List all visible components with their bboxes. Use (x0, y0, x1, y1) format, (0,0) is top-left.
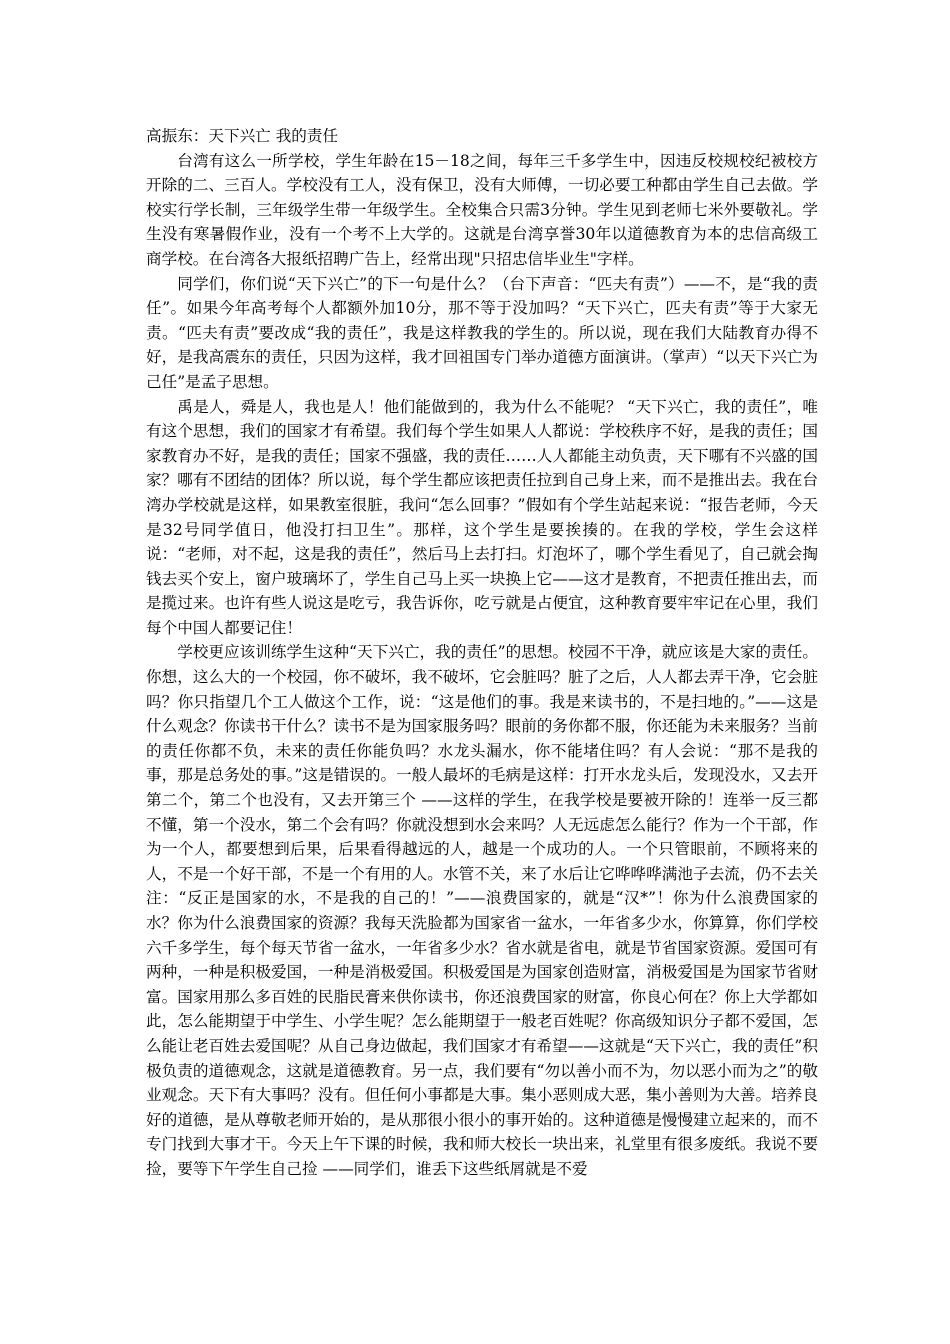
paragraph-4: 学校更应该训练学生这种“天下兴亡，我的责任”的思想。校园不干净，就应该是大家的责任。你想，这么大的一个校园，你不破坏，我不破坏，它会脏吗？脏了之后，人人都去弄干净，它会脏吗？你只指望几个工人做这个工作，说：“这是他们的事。我是来读书的，不是扫地的。”——这是什么观念？你读书干什么？读书不是为国家服务吗？眼前的务你都不服，你还能为未来服务？当前的责任你都不负，未来的责任你能负吗？水龙头漏水，你不能堵住吗？有人会说：“那不是我的事，那是总务处的事。”这是错误的。一般人最坏的毛病是这样：打开水龙头后，发现没水，又去开第二个，第二个也没有，又去开第三个 ——这样的学生，在我学校是要被开除的！连举一反三都不懂，第一个没水，第二个会有吗？你就没想到水会来吗？人无远虑怎么能行？作为一个干部，作为一个人，都要想到后果，后果看得越远的人，越是一个成功的人。一个只管眼前，不顾将来的人，不是一个好干部，不是一个有用的人。水管不关，来了水后让它哗哗哗满池子去流，仍不去关注：“反正是国家的水，不是我的自己的！”——浪费国家的，就是“汉*”！你为什么浪费国家的水？你为什么浪费国家的资源？我每天洗脸都为国家省一盆水，一年省多少水，你算算，你们学校六千多学生，每个每天节省一盆水，一年省多少水？省水就是省电，就是节省国家资源。爱国可有两种，一种是积极爱国，一种是消极爱国。积极爱国是为国家创造财富，消极爱国是为国家节省财富。国家用那么多百姓的民脂民膏来供你读书，你还浪费国家的财富，你良心何在？你上大学都如此，怎么能期望于中学生、小学生呢？怎么能期望于一般老百姓呢？你高级知识分子都不爱国，怎么能让老百姓去爱国呢？从自己身边做起，我们国家才有希望——这就是“天下兴亡，我的责任”积极负责的道德观念，这就是道德教育。另一点，我们要有“勿以善小而不为，勿以恶小而为之”的敬业观念。天下有大事吗？没有。但任何小事都是大事。集小恶则成大恶，集小善则为大善。培养良好的道德，是从尊敬老师开始的，是从那很小很小的事开始的。这种道德是慢慢建立起来的，而不专门找到大事才干。今天上午下课的时候，我和师大校长一块出来，礼堂里有很多废纸。我说不要捡，要等下午学生自己捡 ——同学们，谁丢下这些纸屑就是不爱 (146, 643, 818, 1178)
paragraph-2: 同学们，你们说“天下兴亡”的下一句是什么？（台下声音：“匹夫有责”）——不，是“我的责任”。如果今年高考每个人都额外加10分，那不等于没加吗？“天下兴亡，匹夫有责”等于大家无责。“匹夫有责”要改成“我的责任”，我是这样教我的学生的。所以说，现在我们大陆教育办得不好，是我高震东的责任，只因为这样，我才回祖国专门举办道德方面演讲。（掌声）“以天下兴亡为己任”是孟子思想。 (146, 274, 818, 391)
paragraph-3: 禹是人，舜是人，我也是人！他们能做到的，我为什么不能呢？ “天下兴亡，我的责任”，唯有这个思想，我们的国家才有希望。我们每个学生如果人人都说：学校秩序不好，是我的责任；国家教育办不好，是我的责任；国家不强盛，我的责任……人人都能主动负责，天下哪有不兴盛的国家？哪有不团结的团体？所以说，每个学生都应该把责任拉到自己身上来，而不是推出去。我在台湾办学校就是这样，如果教室很脏，我问“怎么回事？”假如有个学生站起来说：“报告老师，今天是32号同学值日，他没打扫卫生”。那样，这个学生是要挨揍的。在我的学校，学生会这样说：“老师，对不起，这是我的责任”，然后马上去打扫。灯泡坏了，哪个学生看见了，自己就会掏钱去买个安上，窗户玻璃坏了，学生自己马上买一块换上它——这才是教育，不把责任推出去，而是揽过来。也许有些人说这是吃亏，我告诉你，吃亏就是占便宜，这种教育要牢牢记在心里，我们每个中国人都要记住！ (146, 397, 818, 637)
paragraph-1: 台湾有这么一所学校，学生年龄在15－18之间，每年三千多学生中，因违反校规校纪被校方开除的二、三百人。学校没有工人，没有保卫，没有大师傅，一切必要工种都由学生自己去做。学校实行学长制，三年级学生带一年级学生。全校集合只需3分钟。学生见到老师七米外要敬礼。学生没有寒暑假作业，没有一个考不上大学的。这就是台湾享誉30年以道德教育为本的忠信高级工商学校。在台湾各大报纸招聘广告上，经常出现"只招忠信毕业生"字样。 (146, 151, 818, 268)
document-page (146, 124, 818, 1182)
document-title: 高振东：天下兴亡 我的责任 (146, 127, 339, 145)
